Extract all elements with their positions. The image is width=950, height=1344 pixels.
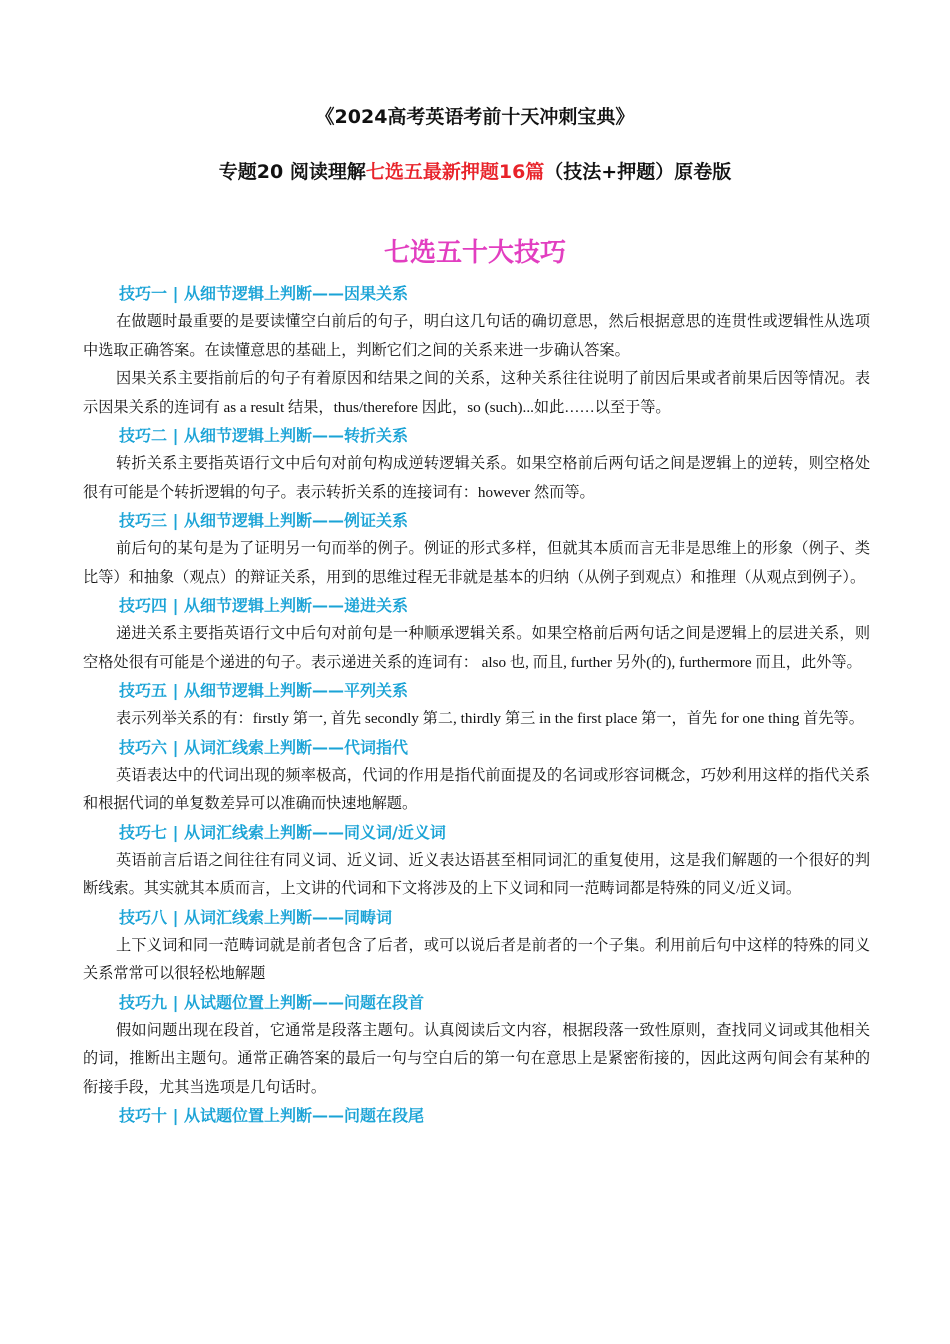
technique-paragraph: 在做题时最重要的是要读懂空白前后的句子，明白这几句话的确切意思，然后根据意思的连贯性或逻辑性从选项中选取正确答案。在读懂意思的基础上，判断它们之间的关系来进一步确认答案。 <box>83 313 870 359</box>
technique-title: 技巧十 | 从试题位置上判断——问题在段尾 <box>119 1106 424 1125</box>
technique-title: 技巧四 | 从细节逻辑上判断——递进关系 <box>119 596 408 615</box>
technique-5 <box>83 677 870 734</box>
technique-8 <box>83 904 870 989</box>
technique-paragraph: 表示列举关系的有：firstly 第一, 首先 secondly 第二, thirdly 第三 in the first place 第一，首先 for one thing 首先等。 <box>116 710 864 727</box>
technique-9 <box>83 989 870 1103</box>
technique-3 <box>83 507 870 592</box>
technique-paragraph: 英语前言后语之间往往有同义词、近义词、近义表达语甚至相同词汇的重复使用，这是我们解题的一个很好的判断线索。其实就其本质而言，上文讲的代词和下文将涉及的上下义词和同一范畴词都是特殊的同义/近义词。 <box>83 851 870 897</box>
technique-title: 技巧六 | 从词汇线索上判断——代词指代 <box>119 737 408 757</box>
technique-title: 技巧一 | 从细节逻辑上判断——因果关系 <box>119 284 408 303</box>
subtitle-suffix: （技法+押题）原卷版 <box>544 161 732 183</box>
section-heading: 七选五十大技巧 <box>383 238 566 268</box>
document-title: 《2024高考英语考前十天冲刺宝典》 <box>315 106 635 128</box>
technique-10 <box>83 1102 870 1130</box>
technique-title: 技巧八 | 从词汇线索上判断——同畴词 <box>119 907 392 927</box>
technique-paragraph: 假如问题出现在段首，它通常是段落主题句。认真阅读后文内容，根据段落一致性原则，查找同义词或其他相关的词，推断出主题句。通常正确答案的最后一句与空白后的第一句在意思上是紧密衔接的，因此这两句间会有某种的衔接手段，尤其当选项是几句话时。 <box>83 1021 870 1096</box>
technique-6 <box>83 734 870 819</box>
techniques-list <box>83 280 870 1130</box>
technique-paragraph: 英语表达中的代词出现的频率极高，代词的作用是指代前面提及的名词或形容词概念，巧妙利用这样的指代关系和根据代词的单复数差异可以准确而快速地解题。 <box>83 766 870 812</box>
technique-4 <box>83 592 870 677</box>
technique-paragraph: 前后句的某句是为了证明另一句而举的例子。例证的形式多样，但就其本质而言无非是思维上的形象（例子、类比等）和抽象（观点）的辩证关系，用到的思维过程无非就是基本的归纳（从例子到观点）和推理（从观点到例子）。 <box>83 540 870 586</box>
technique-title: 技巧七 | 从词汇线索上判断——同义词/近义词 <box>119 822 446 842</box>
technique-paragraph: 上下义词和同一范畴词就是前者包含了后者，或可以说后者是前者的一个子集。利用前后句中这样的特殊的同义关系常常可以很轻松地解题 <box>83 936 870 982</box>
technique-7 <box>83 819 870 904</box>
technique-title: 技巧三 | 从细节逻辑上判断——例证关系 <box>119 511 408 530</box>
technique-paragraph: 转折关系主要指英语行文中后句对前句构成逆转逻辑关系。如果空格前后两句话之间是逻辑上的逆转，则空格处很有可能是个转折逻辑的句子。表示转折关系的连接词有：however 然而等。 <box>83 455 870 501</box>
technique-2 <box>83 422 870 507</box>
document-subtitle <box>0 157 950 184</box>
technique-title: 技巧二 | 从细节逻辑上判断——转折关系 <box>119 426 408 445</box>
technique-paragraph: 因果关系主要指前后的句子有着原因和结果之间的关系，这种关系往往说明了前因后果或者前果后因等情况。表示因果关系的连词有 as a result 结果，thus/therefore 因此，so (such)...如此……以至于等。 <box>83 370 870 416</box>
technique-title: 技巧五 | 从细节逻辑上判断——平列关系 <box>119 681 408 700</box>
technique-title: 技巧九 | 从试题位置上判断——问题在段首 <box>119 992 424 1012</box>
technique-paragraph: 递进关系主要指英语行文中后句对前句是一种顺承逻辑关系。如果空格前后两句话之间是逻辑上的层进关系，则空格处很有可能是个递进的句子。表示递进关系的连词有： also 也, 而且, further 另外(的), furthermore 而且，此外等。 <box>83 625 870 671</box>
subtitle-prefix: 专题20 阅读理解 <box>218 161 366 183</box>
technique-1 <box>83 280 870 422</box>
subtitle-highlight: 七选五最新押题16篇 <box>365 161 545 183</box>
